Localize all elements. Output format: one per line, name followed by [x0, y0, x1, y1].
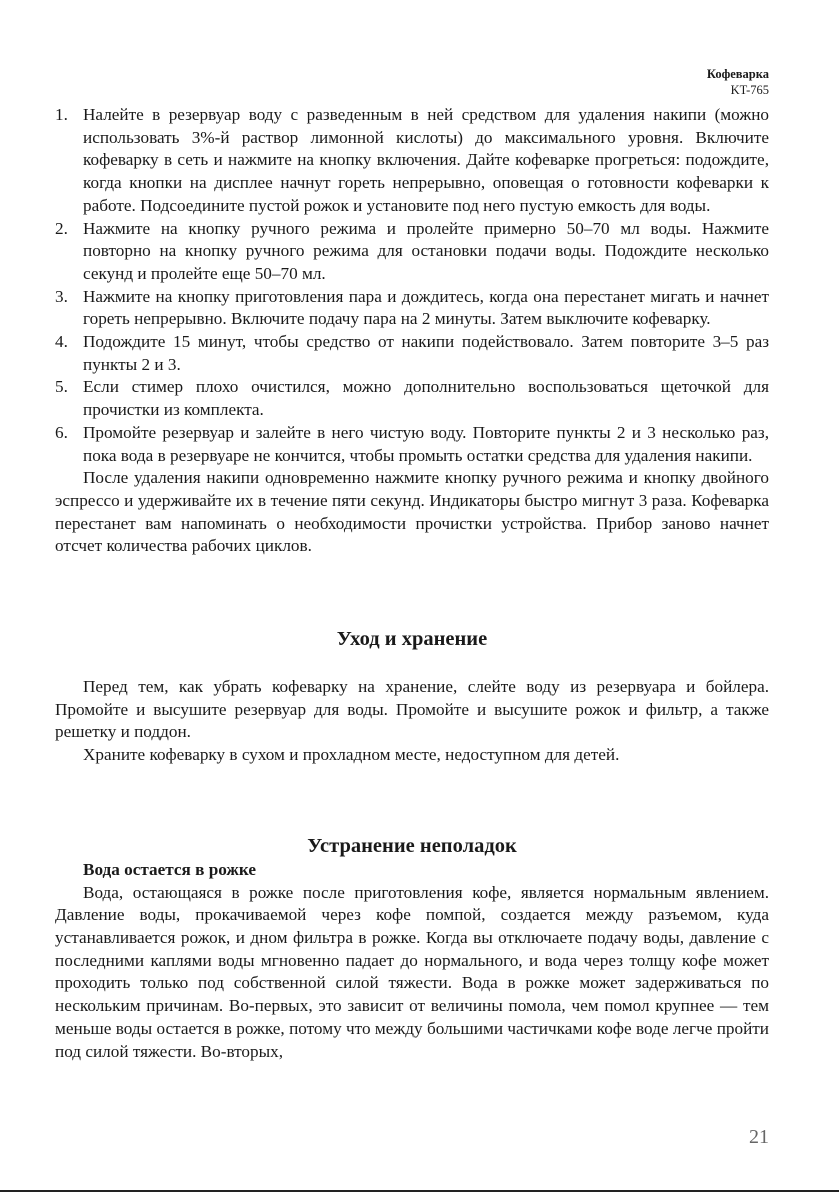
page-number: 21 [749, 1126, 769, 1148]
step-number: 5. [55, 377, 68, 397]
care-paragraph: Перед тем, как убрать кофеварку на хранение, слейте воду из резервуара и бойлера. Промойте и высушите резервуар для воды. Промойте и высушите рожок и фильтр, а также решетку и поддон. [55, 677, 769, 742]
bottom-border [0, 1190, 839, 1192]
step-item [55, 286, 769, 331]
step-text: Промойте резервуар и залейте в него чистую воду. Повторите пункты 2 и 3 несколько раз, пока вода в резервуаре не кончится, чтобы промыть остатки средства для удаления накипи. [83, 422, 769, 465]
header-product-title: Кофеварка [706, 67, 769, 81]
descaling-steps [55, 104, 769, 467]
step-text: Нажмите на кнопку приготовления пара и дождитесь, когда она перестанет мигать и начнет гореть непрерывно. Включите подачу пара на 2 минуты. Затем выключите кофеварку. [83, 286, 769, 329]
page-body [55, 104, 769, 1063]
step-item [55, 376, 769, 421]
step-number: 3. [55, 286, 68, 306]
step-number: 6. [55, 422, 68, 442]
step-item [55, 331, 769, 376]
step-number: 4. [55, 332, 68, 352]
step-text: Нажмите на кнопку ручного режима и пролейте примерно 50–70 мл воды. Нажмите повторно на кнопку ручного режима для остановки подачи воды. Подождите несколько секунд и пролейте еще 50–70 мл. [83, 218, 769, 283]
step-item [55, 104, 769, 218]
storage-paragraph: Храните кофеварку в сухом и прохладном месте, недоступном для детей. [83, 745, 620, 765]
step-text: Если стимер плохо очистился, можно дополнительно воспользоваться щеточкой для прочистки из комплекта. [83, 377, 769, 420]
step-text: Подождите 15 минут, чтобы средство от накипи подействовало. Затем повторите 3–5 раз пункты 2 и 3. [83, 332, 769, 374]
step-item [55, 218, 769, 286]
care-heading: Уход и хранение [336, 628, 488, 651]
step-number: 2. [55, 218, 68, 238]
after-descaling-paragraph: После удаления накипи одновременно нажмите кнопку ручного режима и кнопку двойного эспрессо и удерживайте их в течение пяти секунд. Индикаторы быстро мигнут 3 раза. Кофеварка перестанет вам напоминать о необходимости прочистки устройства. Прибор заново начнет отсчет количества рабочих циклов. [55, 468, 769, 556]
step-item [55, 422, 769, 467]
troubleshooting-subheading: Вода остается в рожке [83, 859, 256, 879]
header-model: KT-765 [730, 83, 769, 97]
troubleshooting-paragraph: Вода, остающаяся в рожке после приготовления кофе, является нормальным явлением. Давление воды, прокачиваемой через кофе помпой, создается между разъемом, куда устанавливается рожок, и дном фильтра в рожке. Когда вы отключаете подачу воды, давление с последними каплями воды мгновенно падает до нормального, и вода через толщу кофе может проходить только под собственной силой тяжести. Вода в рожке может задерживаться по нескольким причинам. Во-первых, это зависит от величины помола, чем помол крупнее — тем меньше воды остается в рожке, потому что между большими частичками кофе воде легче пройти под силой тяжести. Во-вторых, [55, 882, 769, 1061]
step-number: 1. [55, 105, 68, 124]
step-text: Налейте в резервуар воду с разведенным в ней средством для удаления накипи (можно использовать 3%-й раствор лимонной кислоты) до максимального уровня. Включите кофеварку в сеть и нажмите на кнопку включения. Дайте кофеварке прогреться: подождите, когда кнопки на дисплее начнут гореть непрерывно, оповещая о готовности кофеварки к работе. Подсоедините пустой рожок и установите под него пустую емкость для воды. [83, 105, 769, 215]
troubleshooting-heading: Устранение неполадок [307, 834, 517, 857]
running-header [707, 66, 769, 98]
